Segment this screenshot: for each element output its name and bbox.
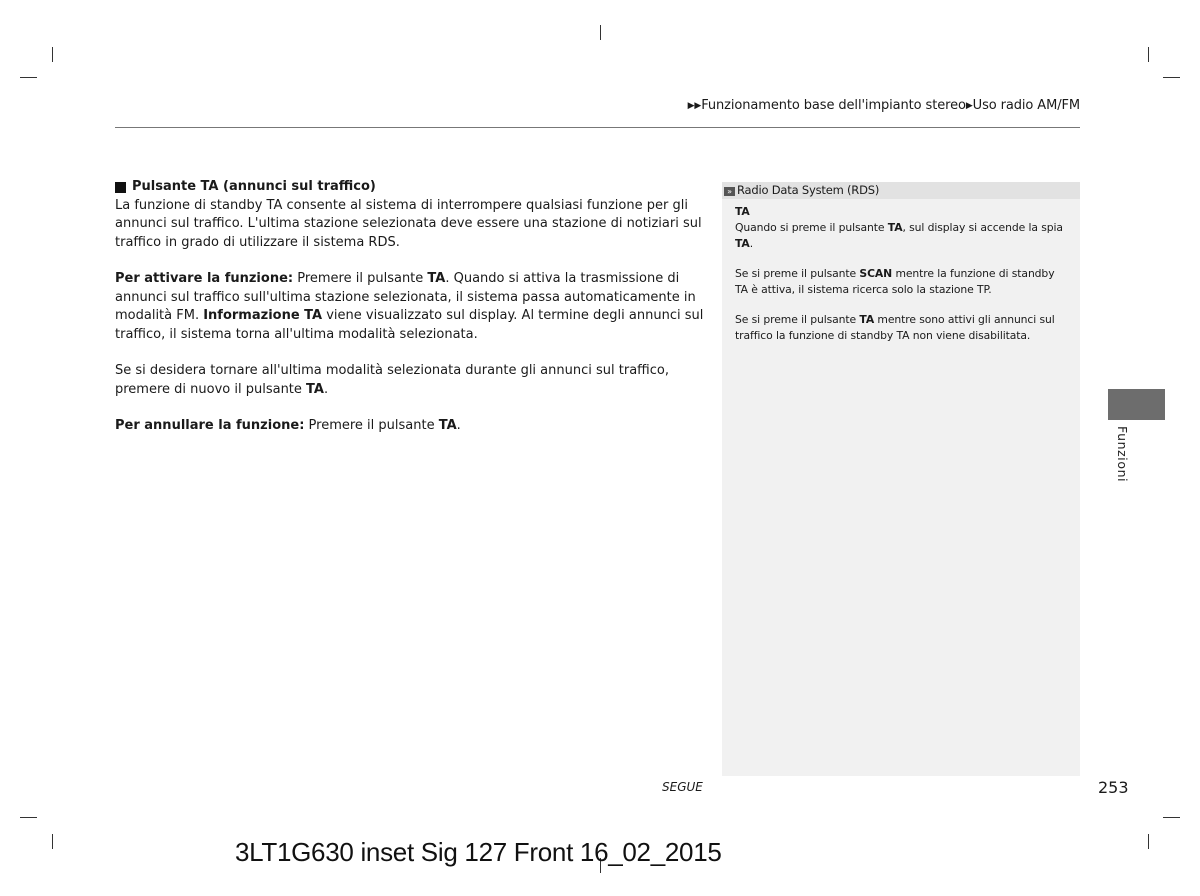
return-text: Se si desidera tornare all'ultima modalità selezionata durante gli annunci sul traffico, premere di nuovo il pulsante	[115, 363, 669, 397]
section-heading	[115, 178, 705, 197]
reference-icon: »	[724, 187, 735, 196]
cancel-text: .	[456, 418, 461, 433]
cancel-paragraph	[115, 417, 705, 436]
crop-mark	[52, 834, 53, 849]
scan-button-ref: SCAN	[859, 267, 893, 280]
section-heading-text: Pulsante TA (annunci sul traffico)	[132, 179, 376, 194]
sidebar-header	[722, 182, 1080, 199]
sidebar-text: Se si preme il pulsante	[735, 267, 860, 280]
crop-mark	[1163, 817, 1180, 818]
main-content	[115, 178, 705, 454]
sidebar-text: , sul display si accende la spia	[902, 221, 1063, 234]
breadcrumb-item-section[interactable]: Funzionamento base dell'impianto stereo	[701, 98, 966, 113]
print-code: 3LT1G630 inset Sig 127 Front 16_02_2015	[235, 837, 722, 867]
sidebar-note	[722, 182, 1080, 776]
crop-mark	[52, 47, 53, 62]
info-ta-ref: Informazione TA	[203, 308, 323, 323]
return-paragraph	[115, 362, 705, 399]
ta-button-ref: TA	[306, 381, 324, 397]
sidebar-text: mentre sono attivi gli annunci sul traffico la funzione di standby TA non viene disabilitata.	[735, 313, 1055, 342]
sidebar-paragraph	[735, 266, 1068, 298]
crop-mark	[20, 77, 37, 78]
ta-button-ref: TA	[438, 418, 457, 433]
sidebar-text: Quando si preme il pulsante	[735, 221, 888, 234]
activate-text: viene visualizzato sul display. Al termine degli annunci sul traffico, il sistema torna all'ultima modalità selezionata.	[115, 308, 704, 342]
sidebar-header-text: Radio Data System (RDS)	[737, 183, 880, 197]
cancel-text: Premere il pulsante	[304, 418, 439, 433]
chapter-tab-label: Funzioni	[1115, 426, 1130, 483]
crop-mark	[1148, 834, 1149, 849]
sidebar-paragraph	[735, 312, 1068, 344]
page-number: 253	[1098, 778, 1129, 797]
continued-label: SEGUE	[662, 780, 703, 794]
crop-mark	[1163, 77, 1180, 78]
ta-indicator-ref: TA	[735, 237, 750, 250]
activate-label: Per attivare la funzione:	[115, 271, 294, 286]
cancel-label: Per annullare la funzione:	[115, 418, 305, 433]
sidebar-paragraph	[735, 220, 1068, 252]
return-text: .	[323, 381, 329, 397]
intro-paragraph: La funzione di standby TA consente al sistema di interrompere qualsiasi funzione per gli annunci sul traffico. L'ultima stazione selezionata deve essere una stazione di notiziari sul traffico in grado di utilizzare il sistema RDS.	[115, 197, 702, 250]
sidebar-body	[722, 199, 1080, 344]
activate-text: . Quando si attiva la trasmissione di annunci sul traffico sull'ultima stazione selezionata, il sistema passa automaticamente in modalità FM.	[115, 271, 696, 323]
activate-paragraph	[115, 270, 705, 344]
activate-text: Premere il pulsante	[293, 271, 428, 286]
square-bullet-icon	[115, 182, 126, 193]
sidebar-text: mentre la funzione di standby TA è attiva, il sistema ricerca solo la stazione TP.	[735, 267, 1055, 296]
chapter-tab[interactable]	[1108, 389, 1165, 420]
sidebar-text: .	[749, 237, 754, 250]
sidebar-title: TA	[735, 205, 750, 218]
arrow-icon: ▶	[965, 101, 973, 111]
crop-mark	[600, 25, 601, 40]
breadcrumb	[688, 98, 1080, 113]
ta-button-ref: TA	[859, 313, 875, 326]
ta-button-ref: TA	[427, 271, 446, 286]
sidebar-text: Se si preme il pulsante	[735, 313, 860, 326]
ta-button-ref: TA	[887, 221, 903, 234]
arrow-icon: ▶▶	[687, 101, 702, 111]
crop-mark	[1148, 47, 1149, 62]
header-rule	[115, 127, 1080, 128]
crop-mark	[20, 817, 37, 818]
breadcrumb-item-topic[interactable]: Uso radio AM/FM	[972, 98, 1080, 113]
